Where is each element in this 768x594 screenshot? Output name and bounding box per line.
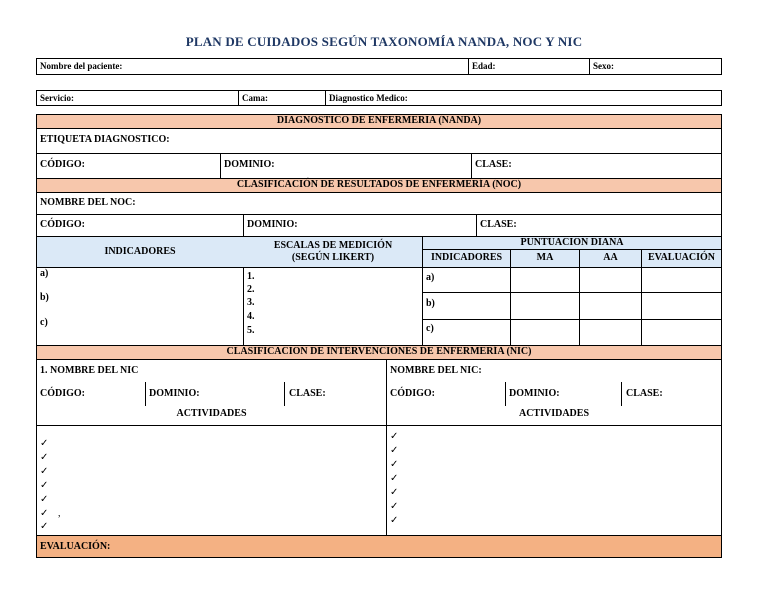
sex-label: Sexo: [593, 61, 614, 71]
age-label: Edad: [472, 61, 496, 71]
check-icon: ✓ [40, 494, 49, 505]
scales-header-line2: (SEGÚN LIKERT) [291, 252, 375, 263]
stray-comma: , [58, 508, 61, 519]
likert-5: 5. [247, 325, 255, 336]
check-icon: ✓ [390, 487, 399, 498]
nanda-code-label: CÓDIGO: [40, 159, 85, 170]
check-icon: ✓ [390, 515, 399, 526]
evaluation-row [37, 536, 721, 557]
indicators-header: INDICADORES [104, 246, 176, 257]
nic-left-activities-label: ACTIVIDADES [176, 408, 247, 419]
likert-4: 4. [247, 311, 255, 322]
nic-right-name-label: NOMBRE DEL NIC: [390, 365, 482, 376]
likert-3: 3. [247, 297, 255, 308]
target-indicator-b: b) [426, 298, 435, 309]
check-icon: ✓ [40, 438, 49, 449]
target-col-indicators: INDICADORES [430, 252, 503, 263]
target-indicator-c: c) [426, 323, 434, 334]
nanda-label-label: ETIQUETA DIAGNOSTICO: [40, 134, 170, 145]
nic-right-class-label: CLASE: [626, 388, 663, 399]
nic-left-domain-label: DOMINIO: [149, 388, 200, 399]
nanda-class-label: CLASE: [475, 159, 512, 170]
check-icon: ✓ [40, 466, 49, 477]
nic-right-code-label: CÓDIGO: [390, 388, 435, 399]
target-col-ma: MA [536, 252, 554, 263]
likert-2: 2. [247, 284, 255, 295]
indicator-b: b) [40, 292, 49, 303]
check-icon: ✓ [390, 459, 399, 470]
target-col-aa: AA [603, 252, 618, 263]
noc-name-label: NOMBRE DEL NOC: [40, 197, 136, 208]
evaluation-label: EVALUACIÓN: [40, 541, 111, 552]
check-icon: ✓ [40, 452, 49, 463]
patient-info-row [36, 58, 722, 75]
target-score-header: PUNTUACION DIANA [520, 237, 624, 248]
check-icon: ✓ [40, 480, 49, 491]
noc-header-text: CLASIFICACIÓN DE RESULTADOS DE ENFERMERÍA (NOC) [236, 179, 522, 190]
check-icon: ✓ [390, 431, 399, 442]
medical-diagnosis-label: Diagnostico Medico: [329, 93, 408, 103]
nic-left-code-label: CÓDIGO: [40, 388, 85, 399]
service-label: Servicio: [40, 93, 74, 103]
nic-right-domain-label: DOMINIO: [509, 388, 560, 399]
indicator-a: a) [40, 268, 49, 279]
check-icon: ✓ [40, 508, 49, 519]
bed-label: Cama: [242, 93, 268, 103]
check-icon: ✓ [40, 521, 49, 532]
target-indicator-a: a) [426, 272, 435, 283]
indicator-c: c) [40, 317, 48, 328]
page-title: PLAN DE CUIDADOS SEGÚN TAXONOMÍA NANDA, NOC Y NIC [185, 34, 583, 49]
nic-left-name-label: 1. NOMBRE DEL NIC [40, 365, 139, 376]
nic-right-activities-label: ACTIVIDADES [518, 408, 589, 419]
nic-header-text: CLASIFICACION DE INTERVENCIONES DE ENFERMERÍA (NIC) [226, 346, 532, 357]
target-col-evaluation: EVALUACIÓN [647, 252, 716, 263]
nanda-domain-label: DOMINIO: [224, 159, 275, 170]
noc-class-label: CLASE: [480, 219, 517, 230]
noc-code-label: CÓDIGO: [40, 219, 85, 230]
nanda-header-text: DIAGNOSTICO DE ENFERMERIA (NANDA) [276, 115, 482, 126]
check-icon: ✓ [390, 501, 399, 512]
check-icon: ✓ [390, 445, 399, 456]
likert-1: 1. [247, 271, 255, 282]
patient-name-label: Nombre del paciente: [40, 61, 123, 71]
scales-header-line1: ESCALAS DE MEDICIÓN [273, 240, 393, 251]
check-icon: ✓ [390, 473, 399, 484]
nic-left-class-label: CLASE: [289, 388, 326, 399]
noc-domain-label: DOMINIO: [247, 219, 298, 230]
